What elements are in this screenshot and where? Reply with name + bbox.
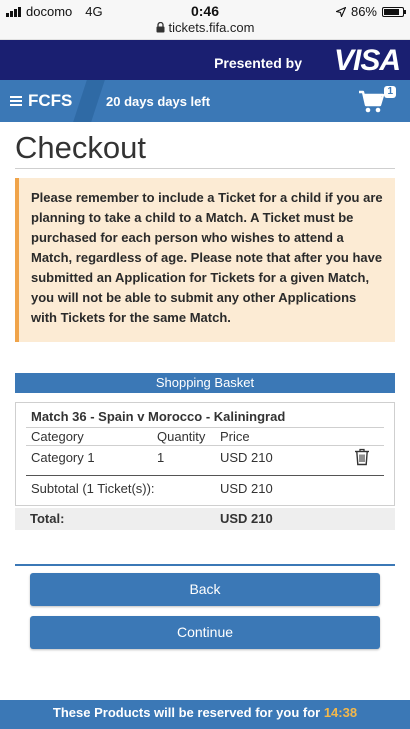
page-title: Checkout	[15, 130, 146, 165]
total-row	[15, 508, 395, 530]
row-price: USD 210	[220, 450, 273, 465]
basket-table	[15, 402, 395, 506]
visa-logo: VISA	[333, 44, 400, 77]
total-label: Total:	[30, 511, 65, 526]
column-header-price: Price	[220, 429, 250, 444]
cart-button[interactable]	[358, 86, 394, 114]
column-header-quantity: Quantity	[157, 429, 206, 444]
subtotal-label: Subtotal (1 Ticket(s)):	[31, 481, 155, 496]
nav-bar	[0, 80, 410, 122]
reservation-footer	[0, 700, 410, 729]
status-right	[336, 4, 404, 19]
days-left-label: 20 days days left	[106, 94, 211, 109]
total-value: USD 210	[220, 511, 273, 526]
battery-percent: 86%	[350, 4, 377, 19]
address-bar[interactable]	[0, 20, 410, 35]
table-divider	[26, 445, 384, 446]
sponsor-header	[0, 40, 410, 80]
table-divider	[26, 427, 384, 428]
status-time: 0:46	[190, 3, 220, 19]
url-text: tickets.fifa.com	[168, 20, 255, 35]
reservation-text: These Products will be reserved for you for	[52, 705, 321, 720]
shopping-basket-header: Shopping Basket	[15, 373, 395, 393]
hamburger-icon	[10, 96, 22, 106]
battery-icon	[382, 7, 404, 17]
back-button[interactable]: Back	[30, 573, 380, 606]
continue-button[interactable]: Continue	[30, 616, 380, 649]
lock-icon	[156, 22, 165, 33]
carrier-name: docomo	[26, 4, 73, 19]
match-title: Match 36 - Spain v Morocco - Kaliningrad	[31, 409, 286, 424]
location-arrow-icon	[336, 7, 346, 17]
status-bar	[0, 0, 410, 40]
cart-icon	[358, 90, 386, 114]
child-ticket-notice: Please remember to include a Ticket for a child if you are planning to take a child to a Match. A Ticket must be purchased for each person who wishes to attend a Match, regardless of age. Please note that after you have submitted an Application for Tickets for a given Match, you will not be able to submit any other Applications with Tickets for the same Match.	[15, 178, 395, 342]
presented-by-label: Presented by	[214, 55, 302, 71]
section-divider	[15, 564, 395, 566]
trash-icon[interactable]	[354, 448, 370, 466]
row-quantity: 1	[157, 450, 165, 465]
table-divider	[26, 475, 384, 476]
cart-count-badge: 1	[384, 86, 396, 98]
menu-label: FCFS	[28, 91, 73, 110]
network-type: 4G	[85, 4, 103, 19]
menu-button[interactable]	[0, 80, 86, 122]
title-divider	[15, 168, 395, 169]
reservation-timer: 14:38	[323, 705, 358, 720]
column-header-category: Category	[31, 429, 84, 444]
subtotal-value: USD 210	[220, 481, 273, 496]
row-category: Category 1	[31, 450, 95, 465]
